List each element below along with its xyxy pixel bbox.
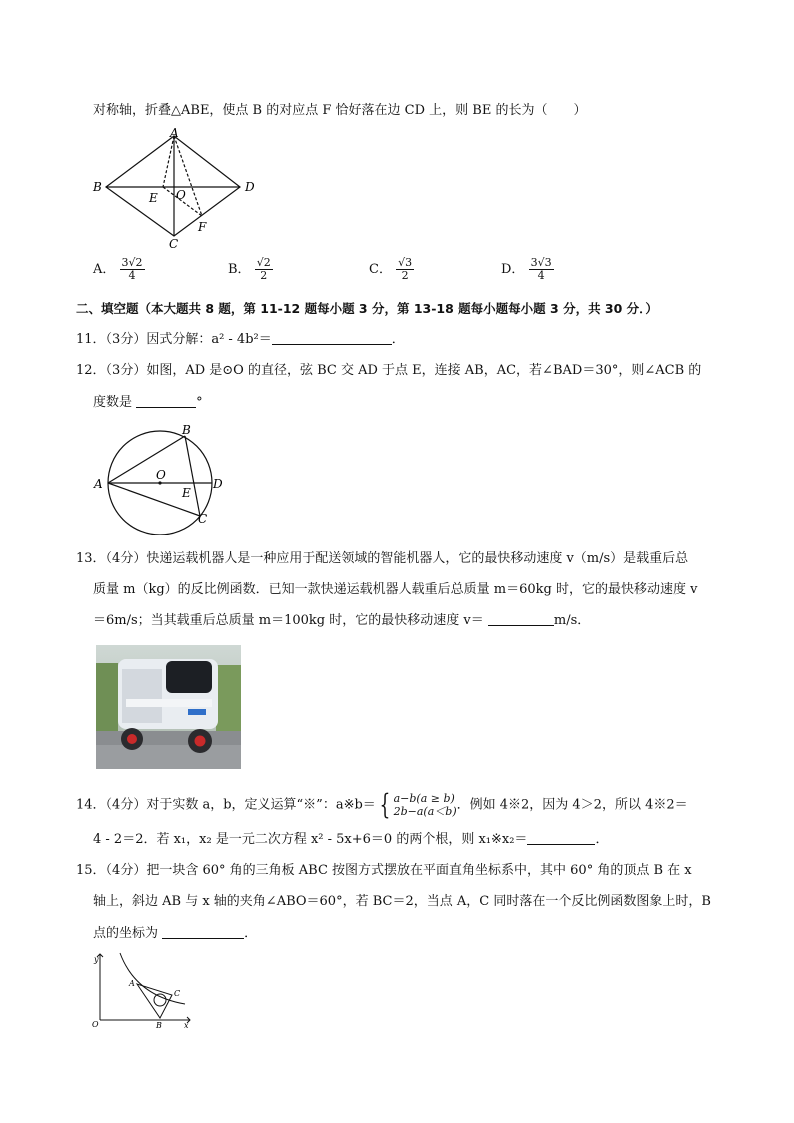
q13-line1: 13．（4分）快递运载机器人是一种应用于配送领域的智能机器人，它的最快移动速度 v（m/s）是载重后总: [76, 551, 689, 566]
q10-option-b[interactable]: B． $\frac{√2}{2}$: [228, 256, 271, 282]
q13-line2: 质量 m（kg）的反比例函数．已知一款快递运载机器人载重后总质量 m＝60kg 时，它的最快移动速度 v: [93, 582, 698, 597]
fig15-label-x: x: [184, 1021, 189, 1030]
fraction: $\frac{3√3}{4}$: [530, 256, 552, 282]
fig10-label-b: B: [93, 180, 102, 194]
fig12-label-e: E: [182, 486, 191, 500]
fig10-label-o: O: [176, 188, 186, 202]
q13-line3: ＝6m/s；当其载重后总质量 m＝100kg 时，它的最快移动速度 v＝ m/s．: [93, 613, 591, 628]
answer-blank[interactable]: [488, 612, 554, 626]
q12-line1: 12．（3分）如图，AD 是⊙O 的直径，弦 BC 交 AD 于点 E，连接 AB，AC，若∠BAD＝30°，则∠ACB 的: [76, 363, 702, 378]
fraction: $\frac{√2}{2}$: [256, 256, 271, 282]
q14-line1: 14．（4分）对于实数 a，b，定义运算“※”：a※b＝ { a−b(a ≥ b) 2b−a(a＜b) ．例如 4※2，因为 4＞2，所以 4※2＝: [76, 788, 688, 821]
fig12-label-a: A: [94, 477, 103, 491]
q11: 11．（3分）因式分解：a² - 4b²＝ ．: [76, 332, 405, 347]
coordinate-figure: [90, 950, 200, 1032]
circle-figure: [90, 420, 230, 535]
q12-line2: 度数是 °: [93, 395, 203, 410]
answer-blank[interactable]: [162, 925, 244, 939]
section-title: 二、填空题（本大题共 8 题，第 11-12 题每小题 3 分，第 13-18 题每小题每小题 3 分，共 30 分．）: [76, 301, 658, 316]
fig12-label-c: C: [198, 512, 208, 526]
answer-blank[interactable]: [272, 331, 392, 345]
delivery-robot-photo: [96, 645, 241, 769]
fraction: $\frac{√3}{2}$: [398, 256, 413, 282]
q10-option-a[interactable]: A． $\frac{3√2}{4}$: [93, 256, 143, 282]
q15-line1: 15．（4分）把一块含 60° 角的三角板 ABC 按图方式摆放在平面直角坐标系中，其中 60° 角的顶点 B 在 x: [76, 863, 692, 878]
q10-option-c[interactable]: C． $\frac{√3}{2}$: [369, 256, 413, 282]
fraction: $\frac{3√2}{4}$: [121, 256, 143, 282]
q10-text: 对称轴，折叠△ABE，使点 B 的对应点 F 恰好落在边 CD 上，则 BE 的长为（ ）: [93, 103, 587, 118]
q10-option-d[interactable]: D． $\frac{3√3}{4}$: [501, 256, 552, 282]
fig12-label-o: O: [156, 468, 166, 482]
fig10-label-c: C: [169, 237, 179, 251]
fig15-label-o: O: [92, 1020, 99, 1029]
fig15-label-y: y: [94, 955, 99, 964]
q14-line2: 4 - 2＝2．若 x₁，x₂ 是一元二次方程 x² - 5x+6＝0 的两个根，则 x₁※x₂＝ ．: [93, 832, 609, 847]
fig10-label-e: E: [149, 191, 158, 205]
fig10-label-d: D: [245, 180, 255, 194]
piecewise-cases: a−b(a ≥ b) 2b−a(a＜b): [393, 792, 457, 818]
q15-line3: 点的坐标为 ．: [93, 926, 258, 941]
left-brace: {: [379, 788, 391, 821]
fig10-label-a: A: [170, 126, 179, 140]
q15-line2: 轴上，斜边 AB 与 x 轴的夹角∠ABO＝60°，若 BC＝2，当点 A，C 同时落在一个反比例函数图象上时，B: [93, 894, 711, 909]
fig15-label-b: B: [156, 1021, 162, 1030]
fig10-label-f: F: [198, 220, 207, 234]
fig12-label-d: D: [213, 477, 223, 491]
fig15-label-a: A: [129, 979, 135, 988]
answer-blank[interactable]: [136, 394, 196, 408]
fig15-label-c: C: [174, 989, 181, 998]
rhombus-figure: [90, 124, 260, 254]
answer-blank[interactable]: [527, 831, 595, 845]
fig12-label-b: B: [182, 423, 191, 437]
